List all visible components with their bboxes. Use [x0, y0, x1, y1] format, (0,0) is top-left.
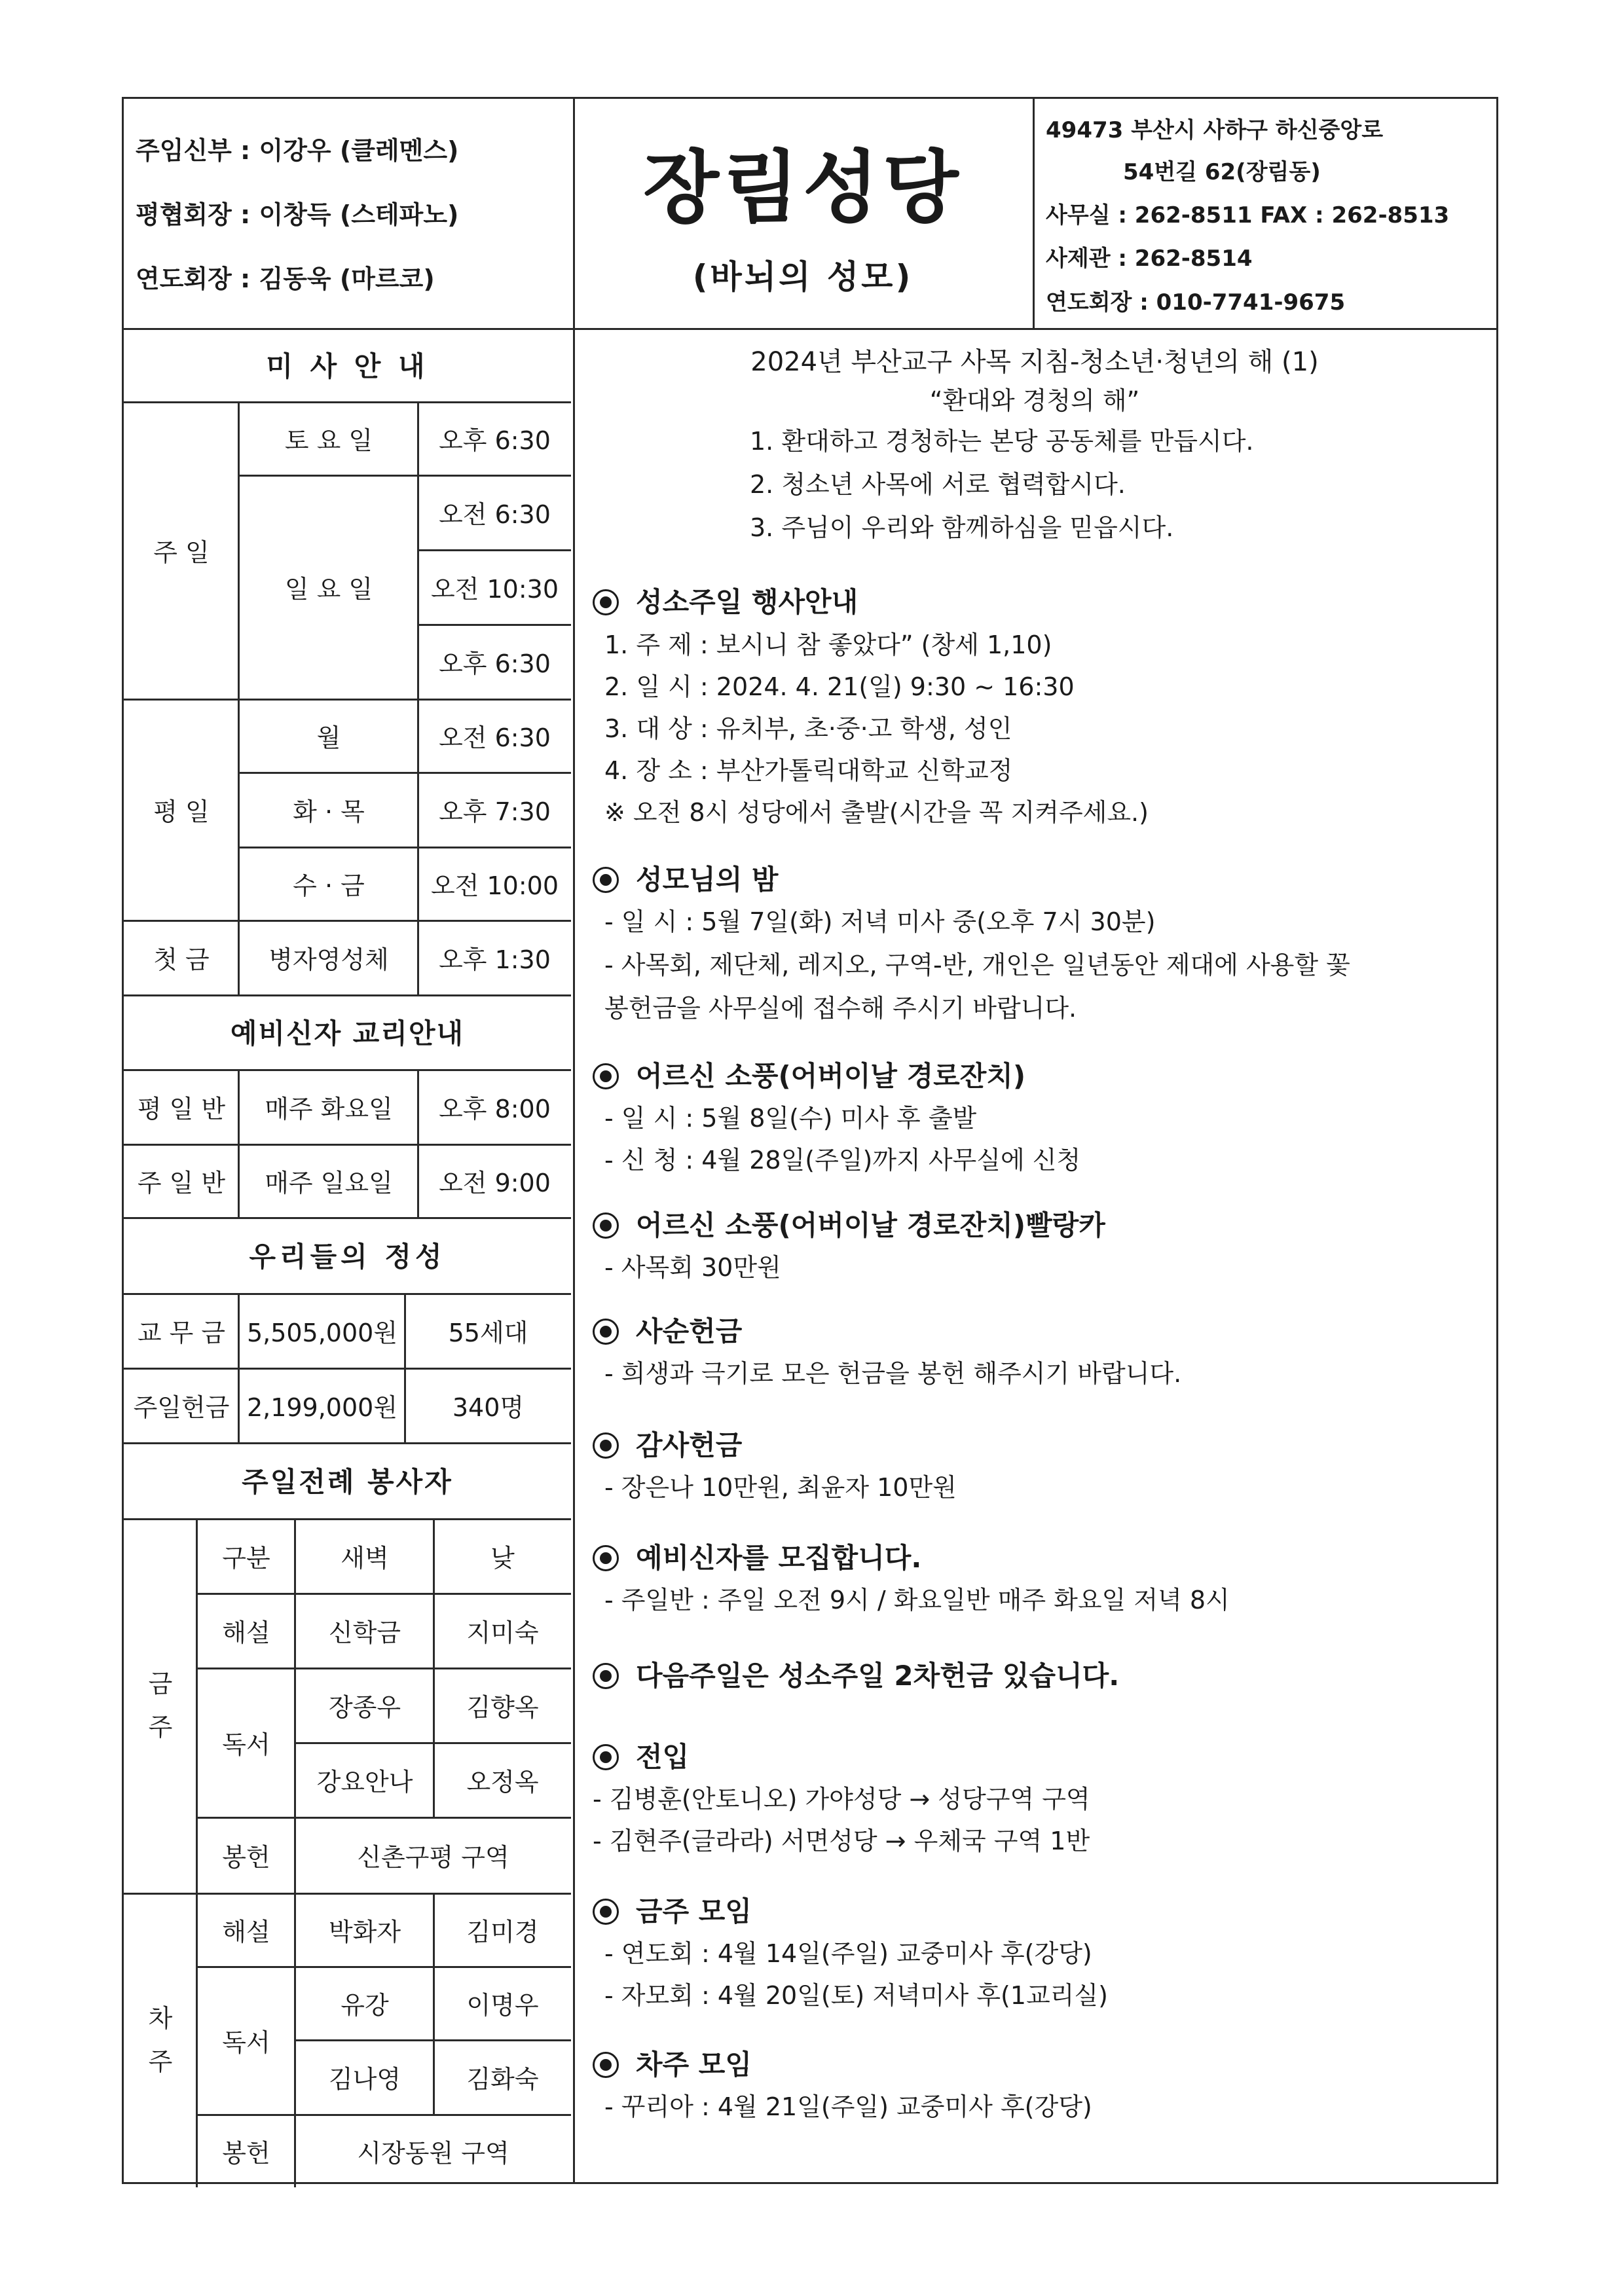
weekday-class-day: 매주 화요일 [265, 1094, 393, 1123]
catechumen-title: 예비신자 교리안내 [230, 1017, 465, 1049]
nw-offertory-label: 봉헌 [222, 2138, 270, 2168]
contact-info [1033, 99, 1496, 328]
council-president-line: 평협회장 : 이창득 (스테파노) [136, 200, 459, 229]
target-bullet-icon [593, 1319, 619, 1345]
nw-commentary-label: 해설 [222, 1917, 270, 1946]
parish-subtitle: (바뇌의 성모) [692, 258, 913, 296]
target-bullet-icon [593, 1063, 619, 1089]
nw-commentary-dawn: 박화자 [328, 1917, 401, 1946]
tithe-amount: 5,505,000원 [246, 1318, 398, 1347]
vocation-theme: 1. 주 제 : 보시니 참 좋았다” (창세 1,10) [604, 630, 1052, 659]
pastoral-goal-1: 1. 환대하고 경청하는 본당 공동체를 만듭시다. [750, 427, 1254, 456]
transfer-in-heading: 전입 [593, 1736, 689, 1775]
announcements [573, 328, 1496, 2182]
address-line-1: 49473 부산시 사하구 하신중앙로 [1046, 117, 1384, 143]
pastoral-headline: 2024년 부산교구 사목 지침-청소년·청년의 해 (1) [750, 347, 1319, 377]
sunday-day-label: 일 요 일 [284, 574, 373, 604]
thanks-offering-line: - 장은나 10만원, 최윤자 10만원 [604, 1473, 957, 1502]
next-week-meeting-1: - 꾸리아 : 4월 21일(주일) 교중미사 후(강당) [604, 2092, 1092, 2121]
col-dawn: 새벽 [341, 1543, 389, 1573]
nw-reading-dawn-1: 유강 [341, 1990, 389, 2020]
this-week-meeting-2: - 자모회 : 4월 20일(토) 저녁미사 후(1교리실) [604, 1981, 1108, 2010]
marian-night-note-2: 봉헌금을 사무실에 접수해 주시기 바랍니다. [604, 994, 1077, 1023]
prayer-group-phone: 연도회장 : 010-7741-9675 [1046, 289, 1346, 316]
tw-reading-label: 독서 [222, 1730, 270, 1759]
prayer-group-head-line: 연도회장 : 김동욱 (마르코) [136, 264, 435, 293]
target-bullet-icon [593, 2052, 619, 2078]
nw-reading-label: 독서 [222, 2028, 270, 2057]
lent-offering-heading: 사순헌금 [593, 1310, 742, 1349]
vocation-sunday-heading: 성소주일 행사안내 [593, 581, 858, 620]
nw-commentary-day: 김미경 [466, 1917, 539, 1946]
target-bullet-icon [593, 589, 619, 615]
pastoral-goal-2: 2. 청소년 사목에 서로 협력합시다. [750, 470, 1126, 499]
title-block [573, 99, 1035, 328]
target-bullet-icon [593, 1432, 619, 1459]
tw-commentary-day: 지미숙 [466, 1618, 539, 1647]
recruitment-heading: 예비신자를 모집합니다. [593, 1537, 921, 1576]
this-week-meeting-1: - 연도회 : 4월 14일(주일) 교중미사 후(강당) [604, 1939, 1092, 1968]
transfer-in-line-1: - 김병훈(안토니오) 가야성당 → 성당구역 구역 [593, 1785, 1090, 1813]
pastoral-goal-3: 3. 주님이 우리와 함께하심을 믿읍시다. [750, 513, 1174, 542]
vocation-audience: 3. 대 상 : 유치부, 초·중·고 학생, 성인 [604, 714, 1012, 743]
elders-outing-heading: 어르신 소풍(어버이날 경로잔치) [593, 1055, 1025, 1094]
target-bullet-icon [593, 1545, 619, 1571]
sunday-collection-label: 주일헌금 [133, 1393, 230, 1422]
sunday-class-day: 매주 일요일 [265, 1168, 393, 1197]
saturday-time: 오후 6:30 [439, 426, 551, 455]
marian-night-heading: 성모님의 밤 [593, 858, 778, 898]
tw-offertory-label: 봉헌 [222, 1842, 270, 1872]
tw-reading-day-1: 김향옥 [466, 1692, 539, 1722]
clergy-info [124, 99, 575, 328]
this-week-label: 금 주 [148, 1669, 173, 1741]
tue-thu-label: 화 · 목 [293, 797, 365, 826]
second-collection-heading: 다음주일은 성소주일 2차헌금 있습니다. [593, 1654, 1119, 1694]
sidebar-tables [124, 328, 575, 2182]
mass-schedule-title: 미 사 안 내 [266, 350, 429, 382]
recruitment-line: - 주일반 : 주일 오전 9시 / 화요일반 매주 화요일 저녁 8시 [604, 1586, 1230, 1614]
offering-title: 우리들의 정성 [249, 1241, 446, 1273]
target-bullet-icon [593, 867, 619, 893]
sunday-label: 주 일 [153, 538, 210, 567]
vocation-datetime: 2. 일 시 : 2024. 4. 21(일) 9:30 ~ 16:30 [604, 672, 1075, 701]
nw-reading-day-2: 김화숙 [466, 2064, 539, 2094]
target-bullet-icon [593, 1663, 619, 1689]
next-week-label: 차 주 [148, 2004, 173, 2076]
elders-donation-line: - 사목회 30만원 [604, 1253, 781, 1282]
wed-fri-time: 오전 10:00 [430, 871, 559, 900]
transfer-in-line-2: - 김현주(글라라) 서면성당 → 우체국 구역 1반 [593, 1827, 1090, 1855]
sick-communion-time: 오후 1:30 [439, 945, 551, 974]
vocation-note: ※ 오전 8시 성당에서 출발(시간을 꼭 지켜주세요.) [604, 798, 1149, 827]
weekday-class-time: 오후 8:00 [439, 1094, 551, 1123]
sunday-class-time: 오전 9:00 [439, 1168, 551, 1197]
nw-reading-day-1: 이명우 [466, 1990, 539, 2020]
bulletin-header [124, 99, 1496, 330]
wed-fri-label: 수 · 금 [293, 871, 365, 900]
nw-offertory-value: 시장동원 구역 [357, 2138, 509, 2168]
target-bullet-icon [593, 1899, 619, 1925]
parish-title: 장림성당 [643, 143, 963, 234]
target-bullet-icon [593, 1744, 619, 1770]
lent-offering-line: - 희생과 극기로 모은 헌금을 봉헌 해주시기 바랍니다. [604, 1359, 1182, 1388]
elders-donation-heading: 어르신 소풍(어버이날 경로잔치)빨랑카 [593, 1204, 1105, 1243]
pastor-line: 주임신부 : 이강우 (클레멘스) [136, 136, 459, 165]
sunday-time-2: 오전 10:30 [430, 574, 559, 604]
address-line-2: 54번길 62(장림동) [1123, 159, 1321, 185]
bulletin-page [122, 97, 1498, 2184]
nw-reading-dawn-2: 김나영 [328, 2064, 401, 2094]
col-day: 낮 [490, 1543, 515, 1573]
office-phone: 사무실 : 262-8511 FAX : 262-8513 [1046, 202, 1450, 228]
elders-outing-time: - 일 시 : 5월 8일(수) 미사 후 출발 [604, 1104, 977, 1133]
tw-offertory-value: 신촌구평 구역 [357, 1842, 509, 1872]
marian-night-note-1: - 사목회, 제단체, 레지오, 구역-반, 개인은 일년동안 제대에 사용할 꽃 [604, 951, 1350, 979]
tw-reading-dawn-1: 장종우 [328, 1692, 401, 1722]
next-week-meetings-heading: 차주 모임 [593, 2043, 752, 2083]
pastoral-quote: “환대와 경청의 해” [929, 386, 1140, 415]
tue-thu-time: 오후 7:30 [439, 797, 551, 826]
sunday-time-1: 오전 6:30 [439, 500, 551, 529]
target-bullet-icon [593, 1212, 619, 1239]
sick-communion-label: 병자영성체 [268, 945, 389, 974]
sunday-class-label: 주 일 반 [137, 1168, 226, 1197]
rectory-phone: 사제관 : 262-8514 [1046, 246, 1253, 272]
this-week-meetings-heading: 금주 모임 [593, 1890, 752, 1929]
tithe-label: 교 무 금 [137, 1318, 226, 1347]
sunday-collection-count: 340명 [452, 1393, 525, 1422]
tw-reading-dawn-2: 강요안나 [316, 1767, 413, 1796]
weekday-class-label: 평 일 반 [137, 1094, 226, 1123]
tw-commentary-dawn: 신학금 [328, 1618, 401, 1647]
vocation-place: 4. 장 소 : 부산가톨릭대학교 신학교정 [604, 756, 1013, 785]
monday-time: 오전 6:30 [439, 723, 551, 752]
elders-outing-signup: - 신 청 : 4월 28일(주일)까지 사무실에 신청 [604, 1146, 1081, 1175]
first-friday-label: 첫 금 [153, 945, 210, 974]
monday-label: 월 [316, 723, 341, 752]
saturday-label: 토 요 일 [284, 426, 373, 455]
sunday-time-3: 오후 6:30 [439, 649, 551, 678]
weekday-label: 평 일 [153, 797, 210, 826]
tithe-count: 55세대 [448, 1318, 528, 1347]
servers-title: 주일전례 봉사자 [242, 1466, 453, 1498]
marian-night-time: - 일 시 : 5월 7일(화) 저녁 미사 중(오후 7시 30분) [604, 907, 1156, 936]
col-category: 구분 [222, 1543, 270, 1573]
thanks-offering-heading: 감사헌금 [593, 1424, 742, 1463]
tw-commentary-label: 해설 [222, 1618, 270, 1647]
sunday-collection-amount: 2,199,000원 [246, 1393, 398, 1422]
tw-reading-day-2: 오정옥 [466, 1767, 539, 1796]
